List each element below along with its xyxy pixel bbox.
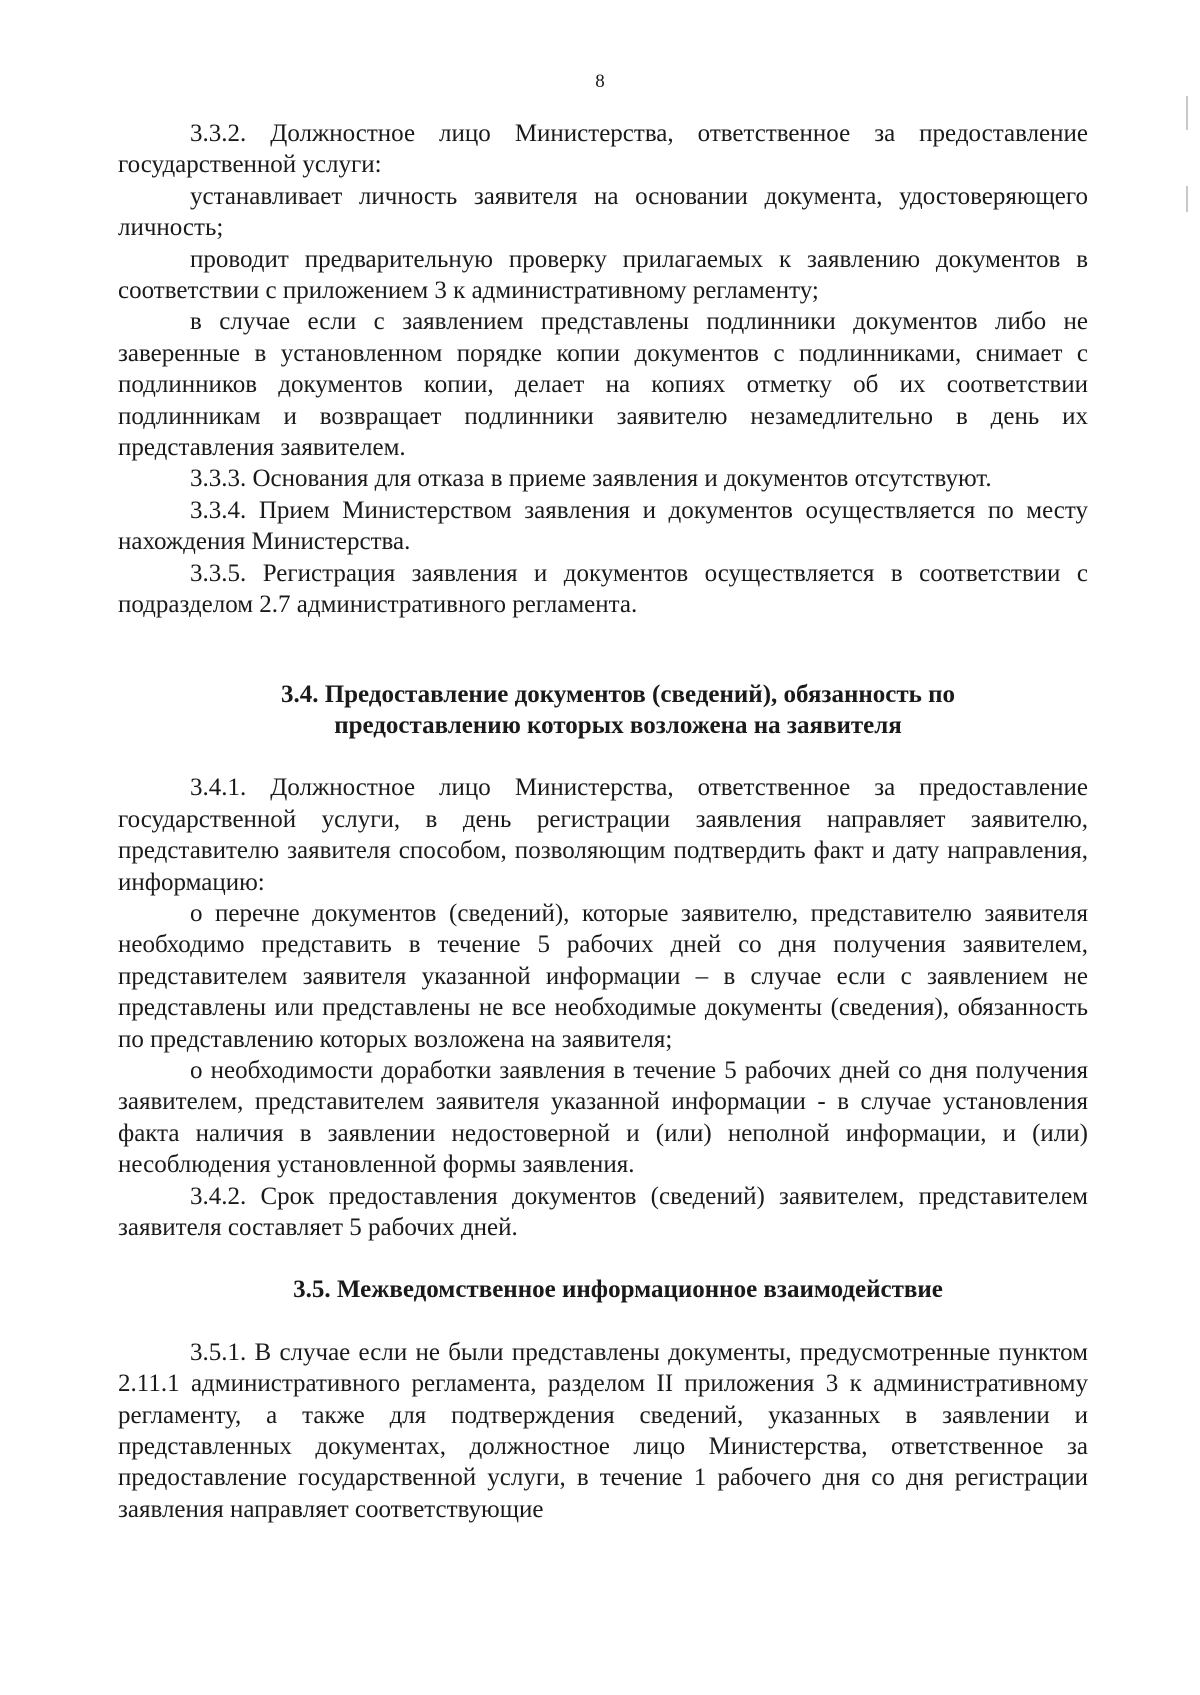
page-number: 8 bbox=[595, 71, 605, 92]
paragraph: о перечне документов (сведений), которые заявителю, представителю заявителя необходимо представить в течение 5 рабочих дней со дня получения заявителем, представителем заявителя указанной информации – в случае если с заявлением не представлены или представлены не все необходимые документы (сведения), обязанность по представлению которых возложена на заявителя; bbox=[118, 899, 1088, 1053]
paragraph: устанавливает личность заявителя на основании документа, удостоверяющего личность; bbox=[118, 182, 1088, 242]
paragraph: проводит предварительную проверку прилагаемых к заявлению документов в соответствии с приложением 3 к административному регламенту; bbox=[118, 245, 1088, 305]
paragraph-3-3-2: 3.3.2. Должностное лицо Министерства, ответственное за предоставление государственной услуги: bbox=[118, 120, 1088, 179]
section-heading-3-5: 3.5. Межведомственное информационное взаимодействие bbox=[293, 1276, 943, 1304]
paragraph-3-3-5: 3.3.5. Регистрация заявления и документов осуществляется в соответствии с подразделом 2.7 административного регламента. bbox=[118, 559, 1088, 619]
paragraph: о необходимости доработки заявления в течение 5 рабочих дней со дня получения заявителем, представителем заявителя указанной информации - в случае установления факта наличия в заявлении недостоверной и (или) неполной информации, и (или) несоблюдения установленной формы заявления. bbox=[118, 1056, 1088, 1179]
section-heading-line: предоставлению которых возложена на заявителя bbox=[334, 711, 902, 739]
paragraph-3-4-1: 3.4.1. Должностное лицо Министерства, ответственное за предоставление государственной услуги, в день регистрации заявления направляет заявителю, представителю заявителя способом, позволяющим подтвердить факт и дату направления, информацию: bbox=[118, 774, 1088, 896]
scan-artifact bbox=[1186, 96, 1188, 130]
paragraph-3-5-1: 3.5.1. В случае если не были представлены документы, предусмотренные пунктом 2.11.1 административного регламента, разделом II приложения 3 к административному регламенту, а также для подтверждения сведений, указанных в заявлении и представленных документах, должностное лицо Министерства, ответственное за предоставление государственной услуги, в течение 1 рабочего дня со дня регистрации заявления направляет соответствующие bbox=[118, 1338, 1088, 1523]
paragraph-3-3-3: 3.3.3. Основания для отказа в приеме заявления и документов отсутствуют. bbox=[190, 465, 992, 493]
scan-artifact bbox=[1186, 186, 1188, 212]
document-body bbox=[118, 118, 1088, 1525]
section-heading-3-4 bbox=[118, 679, 1088, 742]
paragraph-3-3-4: 3.3.4. Прием Министерством заявления и документов осуществляется по месту нахождения Министерства. bbox=[118, 496, 1088, 556]
paragraph: в случае если с заявлением представлены подлинники документов либо не заверенные в установленном порядке копии документов с подлинниками, снимает с подлинников документов копии, делает на копиях отметку об их соответствии подлинникам и возвращает подлинники заявителю незамедлительно в день их представления заявителем. bbox=[118, 308, 1088, 462]
paragraph-3-4-2: 3.4.2. Срок предоставления документов (сведений) заявителем, представителем заявителя составляет 5 рабочих дней. bbox=[118, 1182, 1088, 1241]
section-heading-line: 3.4. Предоставление документов (сведений), обязанность по bbox=[280, 680, 956, 708]
